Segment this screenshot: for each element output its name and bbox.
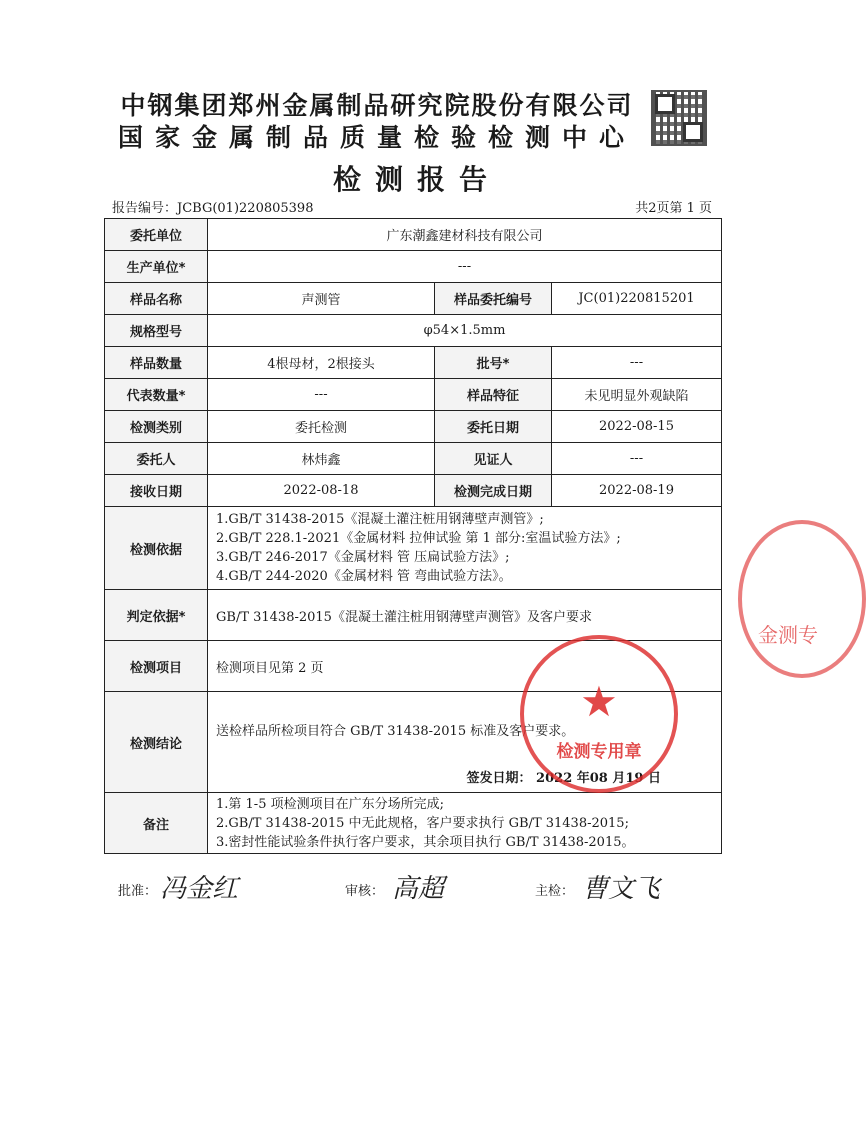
table-row [105,379,722,411]
feature-value: 未见明显外观缺陷 [552,379,722,411]
report-title: 检测报告 [332,163,501,196]
rep-qty-value: --- [208,379,435,411]
conclusion-value: 送检样品所检项目符合 GB/T 31438-2015 标准及客户要求。 [216,724,575,739]
complete-date-label: 检测完成日期 [435,475,552,507]
test-type-label: 检测类别 [105,411,208,443]
page-count: 共2页第 1 页 [635,201,712,216]
main-inspector-signature: 曹文飞 [582,874,661,904]
client-label: 委托单位 [105,219,208,251]
table-row [105,315,722,347]
review-label: 审核： [345,884,385,899]
remark-value [208,793,722,854]
basis-line: 2.GB/T 228.1-2021《金属材料 拉伸试验 第 1 部分:室温试验方法》; [216,531,621,546]
spec-label: 规格型号 [105,315,208,347]
basis-line: 1.GB/T 31438-2015《混凝土灌注桩用钢薄壁声测管》; [216,512,544,527]
spec-value: φ54×1.5mm [208,315,722,347]
producer-label: 生产单位* [105,251,208,283]
table-row [105,443,722,475]
sample-no-value: JC(01)220815201 [552,283,722,315]
basis-line: 4.GB/T 244-2020《金属材料 管 弯曲试验方法》。 [216,569,512,584]
qr-code-icon [651,90,707,146]
table-row [105,475,722,507]
qty-value: 4根母材，2根接头 [208,347,435,379]
review-signature: 高超 [392,874,445,904]
remark-line: 3.密封性能试验条件执行客户要求，其余项目执行 GB/T 31438-2015。 [216,834,635,850]
batch-label: 批号* [435,347,552,379]
feature-label: 样品特征 [435,379,552,411]
table-row [105,219,722,251]
seal-star-icon: ★ [580,677,618,726]
complete-date-value: 2022-08-19 [552,475,722,507]
approve-label: 批准： [118,884,158,899]
client-value: 广东潮鑫建材科技有限公司 [208,219,722,251]
rep-qty-label: 代表数量* [105,379,208,411]
commission-date-label: 委托日期 [435,411,552,443]
table-row [105,347,722,379]
receive-date-label: 接收日期 [105,475,208,507]
batch-value: --- [552,347,722,379]
table-row [105,411,722,443]
sample-no-label: 样品委托编号 [435,283,552,315]
qty-label: 样品数量 [105,347,208,379]
main-inspector-label: 主检： [535,884,575,899]
items-value: 检测项目见第 2 页 [208,641,722,692]
org-name-line1: 中钢集团郑州金属制品研究院股份有限公司 [120,91,634,120]
commissioner-value: 林炜鑫 [208,443,435,475]
edge-seal-text: 金测专 [758,623,818,647]
approve-signature: 冯金红 [160,874,239,904]
items-label: 检测项目 [105,641,208,692]
judge-label: 判定依据* [105,590,208,641]
remark-label: 备注 [105,793,208,854]
basis-line: 3.GB/T 246-2017《金属材料 管 压扁试验方法》; [216,550,510,565]
org-name-line2: 国家金属制品质量检验检测中心 [117,123,636,152]
basis-value [208,507,722,590]
table-row [105,283,722,315]
edge-seal [738,520,866,678]
table-row [105,507,722,590]
commissioner-label: 委托人 [105,443,208,475]
sign-date: 签发日期： 2022 年08 月19 日 [466,771,661,786]
basis-label: 检测依据 [105,507,208,590]
inspection-seal [520,635,678,793]
commission-date-value: 2022-08-15 [552,411,722,443]
conclusion-label: 检测结论 [105,692,208,793]
witness-label: 见证人 [435,443,552,475]
remark-line: 1.第 1-5 项检测项目在广东分场所完成; [216,796,444,812]
sample-name-label: 样品名称 [105,283,208,315]
table-row [105,251,722,283]
test-type-value: 委托检测 [208,411,435,443]
receive-date-value: 2022-08-18 [208,475,435,507]
report-number: 报告编号：JCBG(01)220805398 [112,201,314,216]
seal-text: 检测专用章 [556,742,642,762]
table-row [105,590,722,641]
remark-line: 2.GB/T 31438-2015 中无此规格，客户要求执行 GB/T 31438-2015; [216,815,629,831]
judge-value: GB/T 31438-2015《混凝土灌注桩用钢薄壁声测管》及客户要求 [208,590,722,641]
witness-value: --- [552,443,722,475]
producer-value: --- [208,251,722,283]
table-row [105,793,722,854]
sample-name-value: 声测管 [208,283,435,315]
